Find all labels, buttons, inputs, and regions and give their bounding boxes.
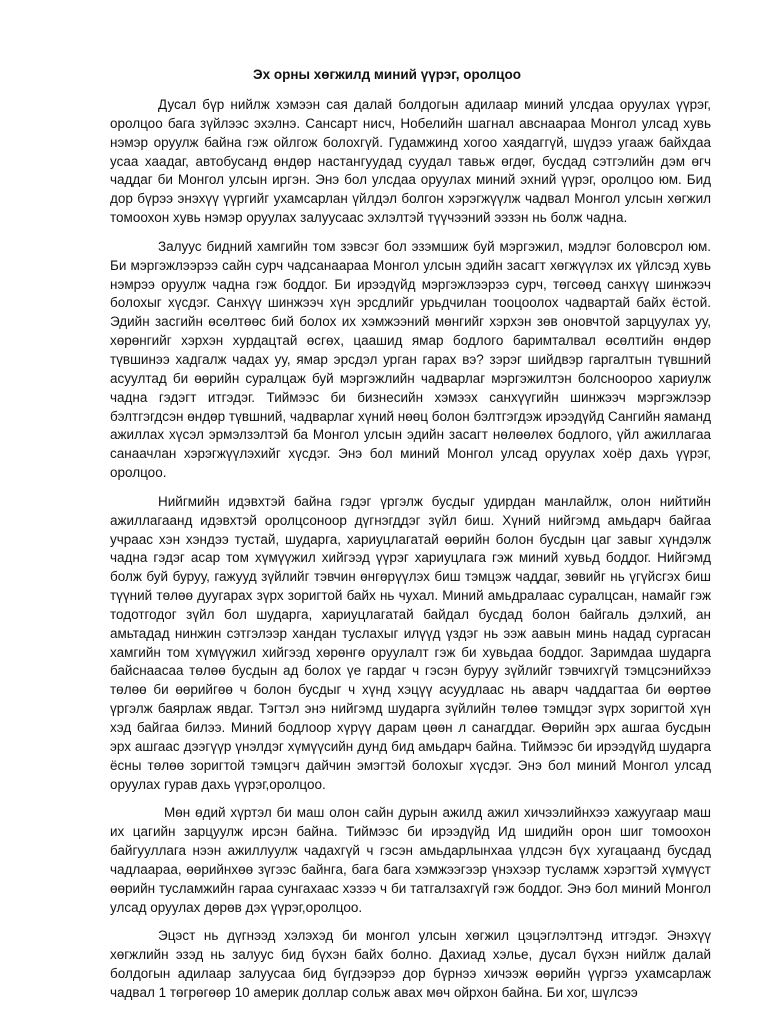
paragraph-4: Мөн өдий хүртэл би маш олон сайн дурын ажилд ажил хичээлийнхээ хажуугаар маш их цагийн зарцуулж ирсэн байна. Тиймээс би ирээдүйд Ид шидийн орон шиг томоохон байгууллага нээн ажиллуулж чадахгүй ч гэсэн амьдарлынхаа үлдсэн бүх хугацаанд бусдад чадлаараа, өөрийнхөө зүгээс байнга, бага бага хэмжээгээр үнэхээр тусламж хэрэгтэй хүмүүст өөрийн тусламжийн гараа сунгахаас хэзээ ч би татгалзахгүй гэж боддог. Энэ бол миний Монгол улсад оруулах дөрөв дэх үүрэг,оролцоо. <box>110 805 711 915</box>
paragraph-3: Нийгмийн идэвхтэй байна гэдэг үргэлж бусдыг удирдан манлайлж, олон нийтийн ажиллагаанд идэвхтэй оролцсоноор дүгнэгддэг зүйл биш. Хүний нийгэмд амьдарч байгаа учраас хэн хэндээ тустай, шударга, хариуцлагатай өөрийн болон бусдын цаг завыг хүндэлж чадна гэдэг асар том хүмүүжил хийгээд үүрэг хариуцлага гэж миний хувьд боддог. Нийгэмд болж буй буруу, гажууд зүйлийг тэвчин өнгөрүүлэх биш тэмцэж чаддаг, зөвийг нь үгүйсгэх биш түүний төлөө дуугарах зүрх зоригтой байх нь чухал. Миний амьдралаас суралцсан, намайг гэж тодотгодог зүйл бол шударга, хариуцлагатай байдал бусдад болон байгаль дэлхий, ан амьтадад нинжин сэтгэлээр хандан туслахыг илүүд үздэг нь ээж аавын минь надад сургасан хамгийн том хүмүүжил хийгээд хөрөнгө оруулалт гэж би хувьдаа боддог. Заримдаа шударга байснаасаа төлөө бусдын ад болох үе гардаг ч гэсэн буруу зүйлийг тэвчихгүй тэмцсэнийхээ төлөө би өөрийгөө ч болон бусдыг ч хүнд хэцүү асуудлаас нь аварч чаддагтаа би өөртөө үргэлж баярлаж явдаг. Тэгтэл энэ нийгэмд шударга зүйлийн төлөө тэмцдэг зүрх зоригтой хүн хэд байгаа билээ. Миний бодлоор хүрүү дарам цөөн л санагддаг. Өөрийн эрх ашгаа бусдын эрх ашгаас дээгүүр үнэлдэг хүмүүсийн дунд бид амьдарч байна. Тиймээс би ирээдүйд шударга ёсны төлөө зоригтой тэмцэгч дайчин эмэгтэй болохыг хүсдэг. Энэ бол миний Монгол улсад оруулах гурав дахь үүрэг,оролцоо. <box>110 493 711 792</box>
paragraph-1: Дусал бүр нийлж хэмээн сая далай болдогын адилаар миний улсдаа оруулах үүрэг, оролцоо бага зүйлээс эхэлнэ. Сансарт нисч, Нобелийн шагнал авснаараа Монгол улсад хувь нэмэр оруулж байна гэж ойлгож болохгүй. Гудамжинд хогоо хаядаггүй, шүдээ угааж байхдаа усаа хаадаг, автобусанд өндөр настангуудад суудал тавьж өгдөг, бусдад сэтгэлийн дэм өгч чаддаг би Монгол улсын иргэн. Энэ бол улсдаа оруулах миний эхний үүрэг, оролцоо юм. Бид дор бүрээ энэхүү үүргийг ухамсарлан үйлдэл болгон хэрэгжүүлж чадвал Монгол улсын хөгжил томоохон хувь нэмэр оруулах залуусаас эхлэлтэй түүчээний ээзэн нь болж чадна. <box>110 97 711 226</box>
document-title: Эх орны хөгжилд миний үүрэг, оролцоо <box>253 67 521 82</box>
paragraph-2: Залуус бидний хамгийн том зэвсэг бол эзэмшиж буй мэргэжил, мэдлэг боловсрол юм. Би мэргэжлээрээ сайн сурч чадсанаараа Монгол улсын эдийн засагт хөгжүүлэх их үйлсэд хувь нэмрээ оруулж чадна гэж боддог. Би ирээдүйд мэргэжлээрээ сурч, төгсөөд санхүү шинжээч болохыг хүсдэг. Санхүү шинжээч хүн эрсдлийг урьдчилан тооцоолох чадвартай байх ёстой. Эдийн засгийн өсөлтөөс бий болох их хэмжээний мөнгийг хэрхэн зөв оновчтой зарцуулах уу, хөрөнгийг хэрхэн хурдацтай өсгөх, цаашид ямар бодлого баримталвал өсөлтийн өндөр түвшинээ хадгалж чадах уу, ямар эрсдэл урган гарах вэ? зэрэг шийдвэр гаргалтын түвшний асуултад би өөрийн суралцаж буй мэргэжлийн чадварлаг мэргэжилтэн болсноороо хариулж чадна гэдэгт итгэдэг. Тиймээс би бизнесийн хэмээх санхүүгийн шинжээч мэргэжлээр бэлтгэгдсэн өндөр түвшний, чадварлаг хүний нөөц болон бэлтгэгдэж ирээдүйд Сангийн яаманд ажиллах хүсэл эрмэлзэлтэй ба Монгол улсын эдийн засагт нөлөөлөх бодлого, үйл ажиллагаа санаачлан хэрэгжүүлэхийг хүсдэг. Энэ бол миний Монгол улсад оруулах хоёр дахь үүрэг, оролцоо. <box>110 238 711 481</box>
document-body <box>110 96 711 1013</box>
paragraph-5: Эцэст нь дүгнээд хэлэхэд би монгол улсын хөгжил цэцэглэлтэнд итгэдэг. Энэхүү хөгжлийн эзэд нь залуус бид бүхэн байх болно. Дахиад хэлье, дусал бүхэн нийлж далай болдогын адилаар залуусаа бид бүгдээрээ дор бүрнээ хичээж өөрийн үүргээ ухамсарлаж чадвал 1 төгрөгөөр 10 америк доллар сольж авах мөч ойрхон байна. Би хог, шүлсээ <box>110 928 711 1000</box>
